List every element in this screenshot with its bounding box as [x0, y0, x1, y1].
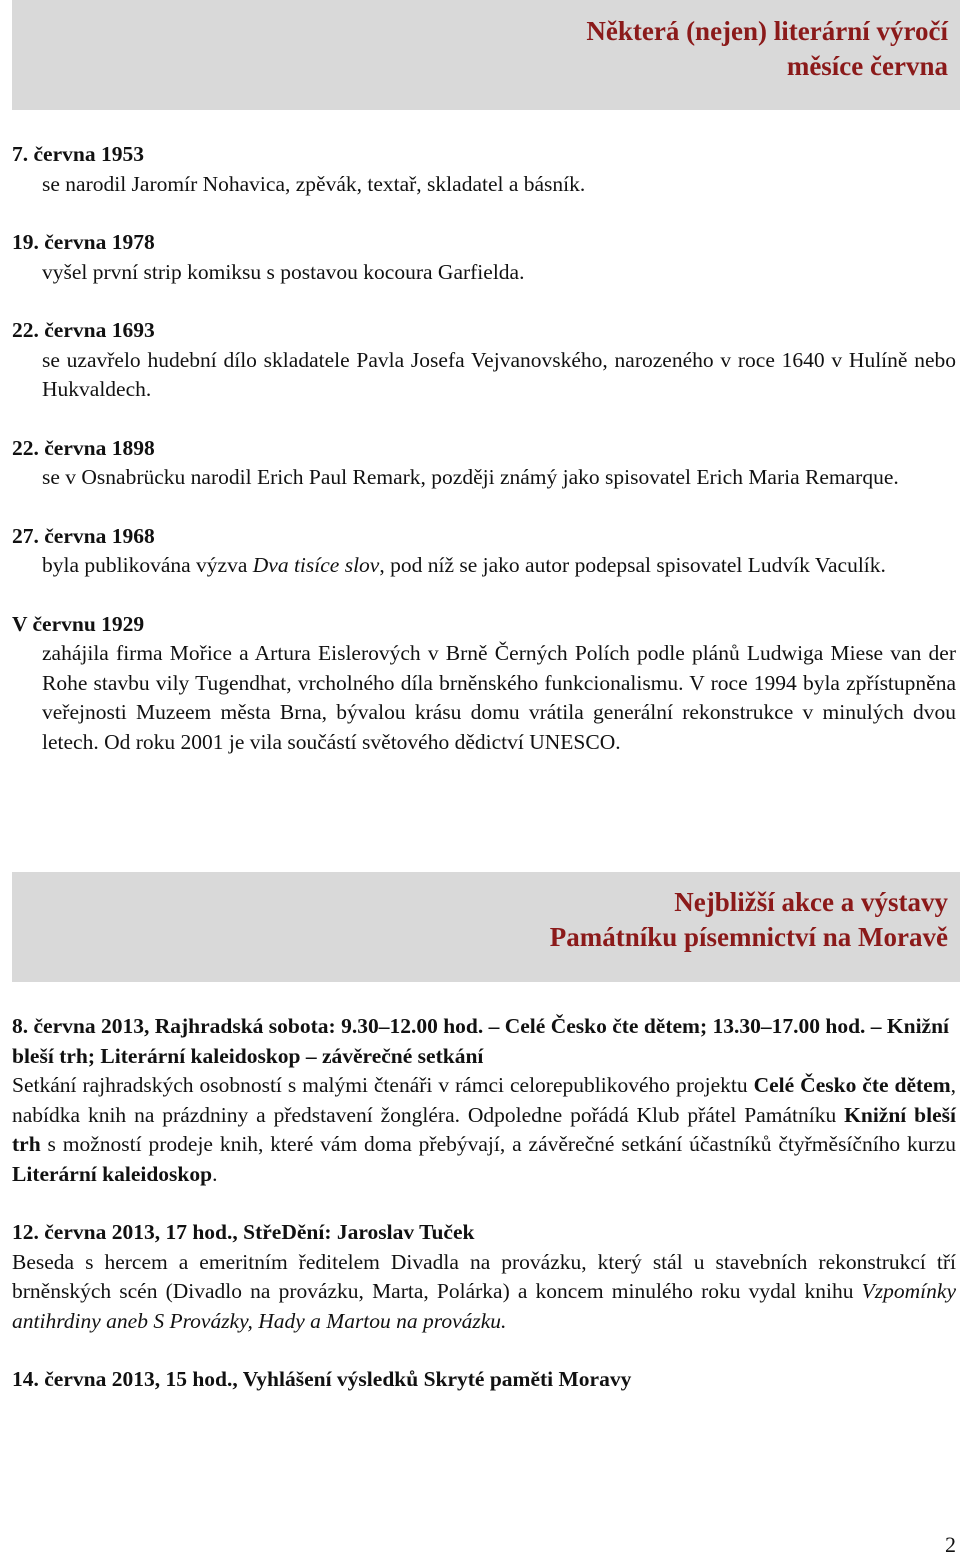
event-heading: 14. června 2013, 15 hod., Vyhlášení výsledků Skryté paměti Moravy — [12, 1367, 632, 1391]
anniversary-date: 22. června 1693 — [12, 318, 155, 342]
italic-title: Dva tisíce slov — [252, 553, 380, 577]
event-item — [12, 1365, 956, 1395]
event-heading: 12. června 2013, 17 hod., StřeDění: Jaroslav Tuček — [12, 1220, 475, 1244]
anniversary-date: 22. června 1898 — [12, 435, 155, 460]
text-segment: Beseda s hercem a emeritním ředitelem Divadla na provázku, který stál u stavebních rekonstrukcí tří brněnských scén (Divadlo na provázku, Marta, Polárka) a koncem minulého roku vydal knihu — [12, 1249, 956, 1303]
event-item — [12, 1012, 956, 1189]
text-segment: byla publikována výzva — [42, 553, 253, 577]
text-segment: s možností prodeje knih, které vám doma přebývají, a závěrečné setkání účastníků čtyřměsíčního kurzu — [40, 1132, 956, 1156]
bold-phrase: Literární kaleidoskop — [12, 1161, 213, 1186]
anniversary-date: 19. června 1978 — [12, 230, 155, 254]
section-line-2: Památníku písemnictví na Moravě — [549, 922, 948, 952]
events-list — [12, 1012, 956, 1424]
section-line-1: Nejbližší akce a výstavy — [674, 887, 948, 917]
text-segment: , nabídka knih na prázdniny a představení žongléra. Odpoledne pořádá Klub přátel Památníku — [12, 1073, 956, 1127]
header-line-2: měsíce června — [786, 51, 948, 81]
anniversary-text: zahájila firma Mořice a Artura Eislerových v Brně Černých Polích podle plánů Ludwiga Miese van der Rohe stavbu vily Tugendhat, vrcholného díla brněnského funkcionalismu. V roce 1994 byla zpřístupněna veřejnosti Muzeem města Brna, bývalou krásu domu vrátila generální rekonstrukce v minulých dvou letech. Od roku 2001 je vila součástí světového dědictví UNESCO. — [42, 641, 956, 754]
anniversary-text: se v Osnabrücku narodil Erich Paul Remark, později známý jako spisovatel Erich Maria Remarque. — [42, 465, 899, 489]
header-line-1: Některá (nejen) literární výročí — [586, 16, 948, 46]
event-heading: 8. června 2013, Rajhradská sobota: 9.30–12.00 hod. – Celé Česko čte dětem; 13.30–17.00 hod. – Knižní bleší trh; Literární kaleidoskop – závěrečné setkání — [12, 1014, 950, 1068]
anniversary-item — [12, 522, 956, 581]
event-item — [12, 1218, 956, 1336]
anniversary-text: se uzavřelo hudební dílo skladatele Pavla Josefa Vejvanovského, narozeného v roce 1640 v Hulíně nebo Hukvaldech. — [42, 347, 956, 401]
events-header — [12, 872, 960, 982]
bold-phrase: Celé Česko čte dětem — [753, 1073, 951, 1097]
anniversary-item — [12, 610, 956, 758]
bold-phrase: Knižní bleší trh — [12, 1102, 957, 1156]
page-number: 2 — [945, 1532, 956, 1557]
anniversaries-header — [12, 0, 960, 110]
anniversary-item — [12, 434, 956, 493]
anniversary-text: se narodil Jaromír Nohavica, zpěvák, textař, skladatel a básník. — [42, 171, 586, 196]
anniversary-date: 7. června 1953 — [12, 142, 144, 166]
event-description — [12, 1248, 956, 1337]
anniversary-item — [12, 228, 956, 287]
event-description — [12, 1071, 956, 1189]
text-segment: , pod níž se jako autor podepsal spisovatel Ludvík Vaculík. — [379, 553, 886, 577]
anniversaries-list — [12, 140, 956, 786]
anniversary-text — [12, 551, 956, 581]
anniversary-text: vyšel první strip komiksu s postavou kocoura Garfielda. — [42, 259, 525, 284]
anniversary-date: 27. června 1968 — [12, 523, 155, 548]
italic-title: Vzpomínky antihrdiny aneb S Provázky, Hady a Martou na provázku. — [12, 1279, 956, 1333]
text-segment: Setkání rajhradských osobností s malými čtenáři v rámci celorepublikového projektu — [12, 1073, 754, 1097]
text-segment: . — [212, 1161, 218, 1186]
anniversary-date: V červnu 1929 — [12, 611, 145, 636]
anniversary-item — [12, 140, 956, 199]
anniversary-item — [12, 316, 956, 405]
